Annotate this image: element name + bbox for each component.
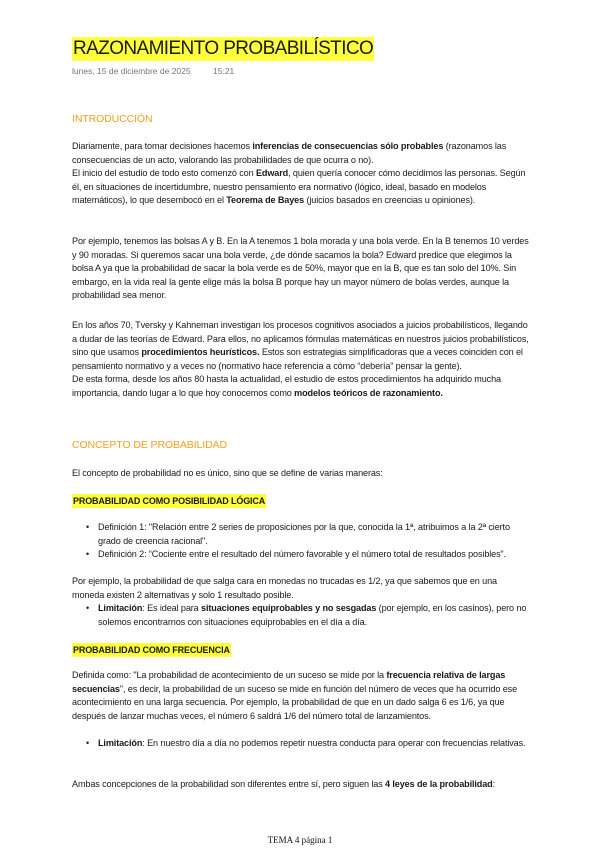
heading-frecuencia: PROBABILIDAD COMO FRECUENCIA — [73, 645, 230, 655]
concepto-paragraph: El concepto de probabilidad no es único, sino que se define de varias maneras: — [72, 468, 383, 478]
intro-paragraph-4: En los años 70, Tversky y Kahneman investigan los procesos cognitivos asociados a juicios probabilísticos, llegando a dudar de las teorías de Edward. Para ellos, no aplicamos fórmulas matemáticas en nuestros juicios probabilísticos, sino que usamos procedimientos heurísticos. Estos son estrategias simplificadoras que a veces coinciden con el pensamiento normativo y a veces no (normativo hace referencia a cómo “debería” pensar la gente). — [72, 320, 529, 371]
intro-block — [72, 140, 530, 208]
page-meta — [72, 66, 234, 76]
list-item: • Limitación: En nuestro día a día no podemos repetir nuestra conducta para operar con frecuencias relativas. — [86, 738, 526, 748]
page-footer: TEMA 4 página 1 — [267, 835, 333, 845]
heading-posibilidad-logica: PROBABILIDAD COMO POSIBILIDAD LÓGICA — [73, 496, 266, 506]
list-item: • Definición 1: "Relación entre 2 series de proposiciones por la que, conocida la 1ª, atribuimos a la 2ª cierto grado de creencia racional". — [86, 522, 510, 546]
list-item: • Definición 2: “Cociente entre el resultado del número favorable y el número total de resultados posibles”. — [86, 549, 506, 560]
logica-limitation-list — [72, 602, 530, 629]
intro-paragraph-5: De esta forma, desde los años 80 hasta la actualidad, el estudio de estos procedimientos ha adquirido mucha importancia, dando lugar a lo que hoy conocemos como modelos teóricos de razonamiento. — [72, 374, 501, 398]
page-time: 15:21 — [213, 66, 235, 76]
intro-block-2 — [72, 319, 530, 401]
heading-concepto: CONCEPTO DE PROBABILIDAD — [72, 439, 227, 451]
intro-paragraph-1: Diariamente, para tomar decisiones hacemos inferencias de consecuencias sólo probables (razonamos las consecuencias de un acto, valorando las probabilidades de que ocurra o no). — [72, 141, 507, 165]
frecuencia-limitation-list — [72, 737, 530, 751]
frecuencia-paragraph-2: Ambas concepciones de la probabilidad son diferentes entre sí, pero siguen las 4 leyes de la probabilidad: — [72, 779, 496, 789]
logica-example: Por ejemplo, la probabilidad de que salga cara en monedas no trucadas es 1/2, ya que sabemos que en una moneda existen 2 alternativas y solo 1 resultado posible. — [72, 576, 497, 600]
intro-paragraph-3: Por ejemplo, tenemos las bolsas A y B. En la A tenemos 1 bola morada y una bola verde. En la B tenemos 10 verdes y 90 moradas. Si queremos sacar una bola verde, ¿de dónde sacamos la bola? Edward predice que elegimos la bolsa A ya que la probabilidad de sacar la bola verde es de 50%, mayor que en la B, que es tan solo del 10%. Sin embargo, en la vida real la gente elige más la bolsa B porque hay un mayor número de bolas verdes, aunque la probabilidad sea menor. — [72, 236, 529, 301]
logica-definitions-list — [72, 521, 530, 562]
page-title: RAZONAMIENTO PROBABILÍSTICO — [73, 38, 374, 59]
list-item: • Limitación: Es ideal para situaciones equiprobables y no sesgadas (por ejemplo, en los casinos), pero no solemos encontrarnos con situaciones equiprobables en el día a día. — [86, 603, 527, 627]
intro-paragraph-2: El inicio del estudio de todo esto comenzó con Edward, quien quería conocer cómo decidimos las personas. Según él, en situaciones de incertidumbre, nuestro pensamiento era normativo (lógico, ideal, basado en modelos matemáticos), lo que desembocó en el Teorema de Bayes (juicios basados en creencias u opiniones). — [72, 168, 526, 206]
heading-introduccion: INTRODUCCIÓN — [72, 113, 153, 125]
frecuencia-paragraph: Definida como: "La probabilidad de acontecimiento de un suceso se mide por la frecuencia relativa de largas secuencias", es decir, la probabilidad de un suceso se mide en función del número de veces que ha ocurrido ese acontecimiento en una larga secuencia. Por ejemplo, la probabilidad de que en un dado salga 6 es 1/6, ya que después de lanzar muchas veces, el número 6 saldrá 1/6 del número total de lanzamientos. — [72, 670, 518, 721]
page-date: lunes, 15 de diciembre de 2025 — [72, 66, 191, 76]
